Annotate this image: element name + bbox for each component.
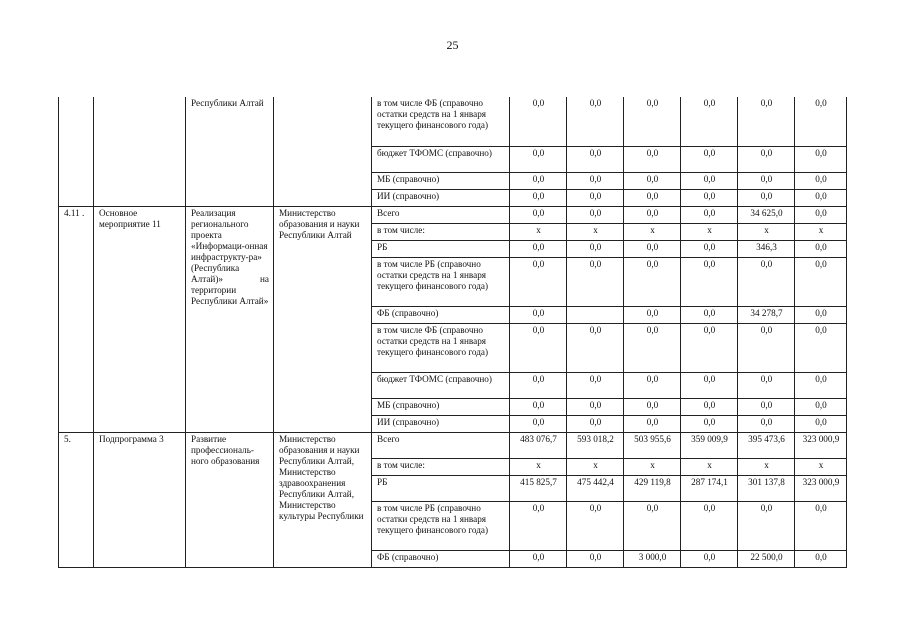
value-cell: 0,0 [624,372,681,398]
value-cell: 0,0 [681,146,738,172]
value-cell: 0,0 [795,372,847,398]
page-number: 25 [446,38,459,52]
value-cell: 0,0 [510,97,567,146]
row-description: РБ [372,240,510,257]
value-cell: 0,0 [510,146,567,172]
value-cell: х [510,223,567,240]
value-cell: 0,0 [567,97,624,146]
item-name: Развитие профессиональ-ного образования [186,432,274,567]
value-cell: 0,0 [510,550,567,567]
value-cell: 0,0 [567,415,624,432]
value-cell: 0,0 [624,306,681,323]
value-cell: 0,0 [567,550,624,567]
value-cell: 0,0 [795,398,847,415]
value-cell: 0,0 [795,257,847,306]
row-description: в том числе РБ (справочно остатки средств на 1 января текущего финансового года) [372,501,510,550]
value-cell: 0,0 [795,97,847,146]
value-cell: 346,3 [738,240,795,257]
value-cell: 0,0 [738,257,795,306]
item-executor: Министерство образования и науки Республики Алтай [274,206,372,432]
carryover-executor-cell [274,97,372,206]
value-cell: 395 473,6 [738,432,795,458]
value-cell: 0,0 [738,146,795,172]
row-description: Всего [372,206,510,223]
value-cell: 0,0 [738,415,795,432]
item-number: 4.11 . [59,206,94,432]
value-cell: 0,0 [624,257,681,306]
value-cell: 0,0 [738,172,795,189]
value-cell: 0,0 [738,398,795,415]
value-cell: 0,0 [738,501,795,550]
value-cell: х [510,458,567,475]
value-cell: 0,0 [510,323,567,372]
value-cell: 0,0 [510,501,567,550]
value-cell: 34 625,0 [738,206,795,223]
value-cell: х [795,458,847,475]
value-cell: 0,0 [624,146,681,172]
value-cell: 0,0 [567,398,624,415]
value-cell: 0,0 [681,501,738,550]
value-cell: 0,0 [567,323,624,372]
row-description: ИИ (справочно) [372,415,510,432]
value-cell: 0,0 [624,240,681,257]
item-number: 5. [59,432,94,567]
item-name: Реализация регионального проекта «Информаци-онная инфраструкту-ра» (Республика Алтай)» на территории Республики Алтай» [186,206,274,432]
row-description: МБ (справочно) [372,172,510,189]
value-cell: 593 018,2 [567,432,624,458]
value-cell [567,306,624,323]
value-cell: х [681,458,738,475]
value-cell: 3 000,0 [624,550,681,567]
value-cell: 0,0 [510,415,567,432]
value-cell: 0,0 [510,257,567,306]
value-cell: 323 000,9 [795,432,847,458]
value-cell: 0,0 [681,372,738,398]
row-description: РБ [372,475,510,501]
value-cell: 0,0 [624,97,681,146]
value-cell: х [624,223,681,240]
row-description: ФБ (справочно) [372,550,510,567]
value-cell: 0,0 [567,189,624,206]
value-cell: 0,0 [567,206,624,223]
carryover-number-cell [59,97,94,206]
value-cell: 0,0 [795,240,847,257]
value-cell: 0,0 [795,189,847,206]
value-cell: 0,0 [795,172,847,189]
value-cell: 0,0 [795,550,847,567]
value-cell: 0,0 [510,240,567,257]
value-cell: 0,0 [567,240,624,257]
row-description: в том числе ФБ (справочно остатки средств на 1 января текущего финансового года) [372,323,510,372]
value-cell: 0,0 [795,323,847,372]
value-cell: 0,0 [624,206,681,223]
value-cell: х [681,223,738,240]
value-cell: 483 076,7 [510,432,567,458]
row-description: ФБ (справочно) [372,306,510,323]
value-cell: х [738,223,795,240]
value-cell: 0,0 [624,323,681,372]
value-cell: 0,0 [510,189,567,206]
value-cell: 0,0 [567,257,624,306]
value-cell: 0,0 [795,415,847,432]
value-cell: 22 500,0 [738,550,795,567]
value-cell: 0,0 [510,306,567,323]
value-cell: 0,0 [624,501,681,550]
value-cell: 0,0 [738,189,795,206]
value-cell: х [567,223,624,240]
value-cell: 0,0 [795,206,847,223]
value-cell: 0,0 [681,172,738,189]
value-cell: 287 174,1 [681,475,738,501]
funding-table [58,97,847,568]
value-cell: 0,0 [738,97,795,146]
row-description: в том числе РБ (справочно остатки средств на 1 января текущего финансового года) [372,257,510,306]
row-description: ИИ (справочно) [372,189,510,206]
value-cell: 0,0 [624,172,681,189]
value-cell: 0,0 [510,398,567,415]
value-cell: 475 442,4 [567,475,624,501]
value-cell: 301 137,8 [738,475,795,501]
value-cell: 0,0 [795,146,847,172]
table-body [59,97,847,567]
row-description: бюджет ТФОМС (справочно) [372,372,510,398]
value-cell: 0,0 [795,501,847,550]
value-cell: 0,0 [738,323,795,372]
value-cell: 0,0 [681,97,738,146]
value-cell: х [567,458,624,475]
value-cell: 0,0 [681,257,738,306]
value-cell: 415 825,7 [510,475,567,501]
row-description: бюджет ТФОМС (справочно) [372,146,510,172]
value-cell: 429 119,8 [624,475,681,501]
value-cell: 0,0 [681,415,738,432]
value-cell: 0,0 [681,240,738,257]
value-cell: 0,0 [510,206,567,223]
value-cell: х [624,458,681,475]
value-cell: 503 955,6 [624,432,681,458]
value-cell: 34 278,7 [738,306,795,323]
value-cell: 0,0 [624,415,681,432]
value-cell: 0,0 [681,323,738,372]
value-cell: 359 009,9 [681,432,738,458]
row-description: в том числе ФБ (справочно остатки средств на 1 января текущего финансового года) [372,97,510,146]
value-cell: 0,0 [681,550,738,567]
row-description: Всего [372,432,510,458]
item-executor: Министерство образования и науки Республики Алтай, Министерство здравоохранения Республики Алтай, Министерство культуры Республики [274,432,372,567]
row-description: в том числе: [372,458,510,475]
value-cell: х [795,223,847,240]
value-cell: 0,0 [681,306,738,323]
value-cell: 0,0 [567,146,624,172]
value-cell: 0,0 [510,372,567,398]
carryover-type-cell [94,97,186,206]
value-cell: 0,0 [795,306,847,323]
item-type: Подпрограмма 3 [94,432,186,567]
value-cell: 0,0 [681,398,738,415]
value-cell: 0,0 [567,172,624,189]
item-type: Основное мероприятие 11 [94,206,186,432]
value-cell: 0,0 [681,206,738,223]
value-cell: 0,0 [624,189,681,206]
value-cell: 0,0 [510,172,567,189]
value-cell: 0,0 [567,372,624,398]
value-cell: 0,0 [681,189,738,206]
carryover-name-cell: Республики Алтай [186,97,274,206]
value-cell: 323 000,9 [795,475,847,501]
value-cell: х [738,458,795,475]
value-cell: 0,0 [738,372,795,398]
value-cell: 0,0 [624,398,681,415]
row-description: МБ (справочно) [372,398,510,415]
value-cell: 0,0 [567,501,624,550]
row-description: в том числе: [372,223,510,240]
